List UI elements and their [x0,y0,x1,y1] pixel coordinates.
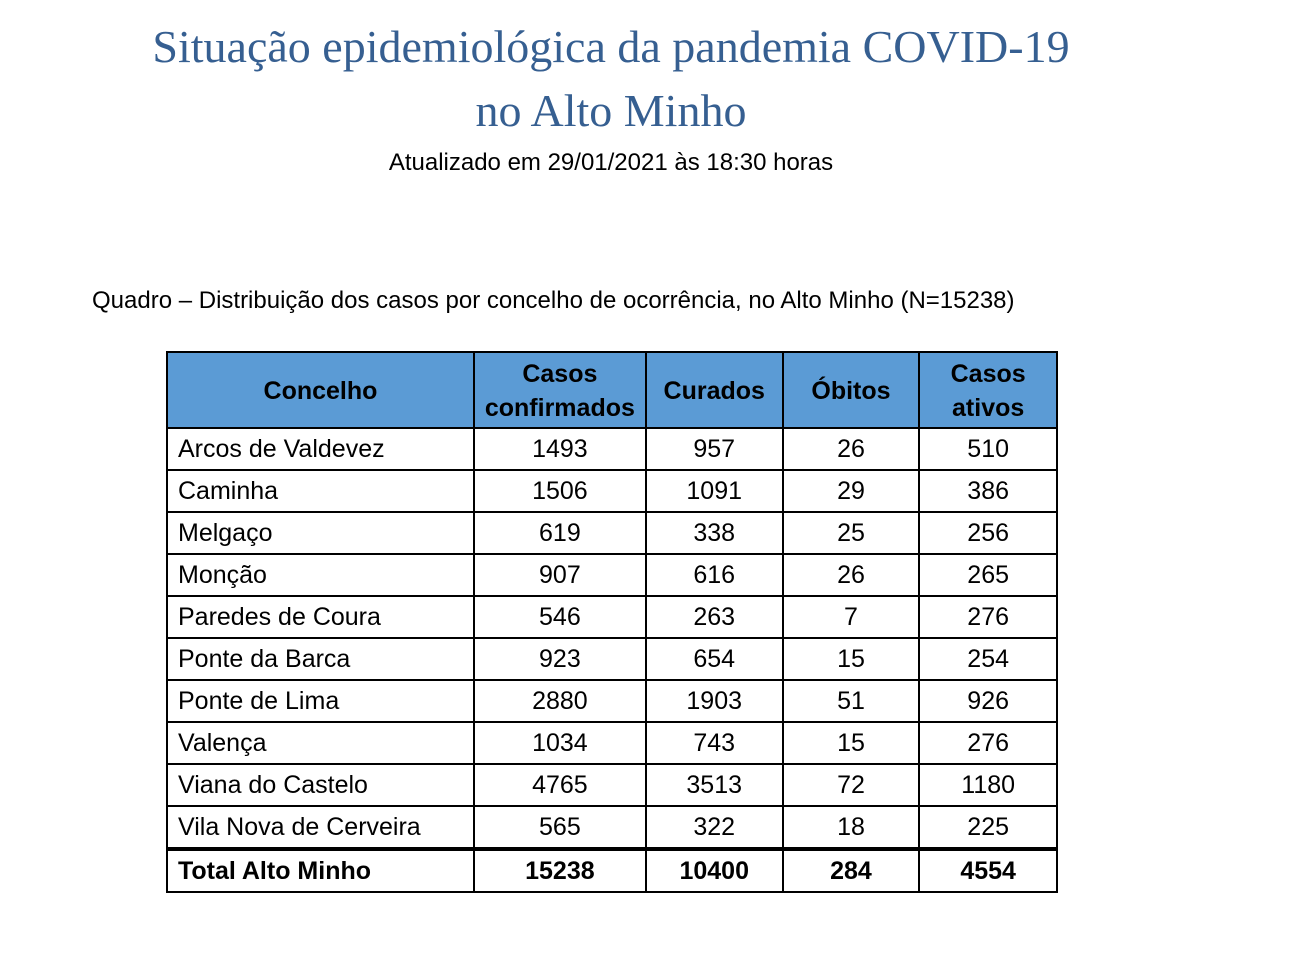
header-confirmados-line-1: Casos [522,360,598,388]
cell-ativos: 254 [919,638,1057,680]
cell-curados: 616 [646,554,783,596]
cell-obitos: 25 [783,512,920,554]
header-curados-label: Curados [663,377,765,405]
cell-obitos: 26 [783,554,920,596]
cell-concelho: Ponte de Lima [167,680,474,722]
cell-confirmados: 907 [474,554,646,596]
header-ativos [919,352,1057,428]
table-caption: Quadro – Distribuição dos casos por concelho de ocorrência, no Alto Minho (N=15238) [92,287,1015,314]
cell-curados: 263 [646,596,783,638]
cell-curados: 743 [646,722,783,764]
cell-curados: 3513 [646,764,783,806]
total-concelho: Total Alto Minho [167,849,474,892]
cell-obitos: 18 [783,806,920,849]
table-row [167,722,1057,764]
cell-confirmados: 1493 [474,428,646,470]
table-row [167,638,1057,680]
cases-table [166,351,1058,893]
cell-confirmados: 619 [474,512,646,554]
table-row [167,596,1057,638]
cell-obitos: 15 [783,722,920,764]
cell-confirmados: 4765 [474,764,646,806]
table-header-row [167,352,1057,428]
cell-concelho: Ponte da Barca [167,638,474,680]
cell-concelho: Melgaço [167,512,474,554]
total-confirmados: 15238 [474,849,646,892]
cell-curados: 322 [646,806,783,849]
cell-obitos: 7 [783,596,920,638]
cell-confirmados: 1034 [474,722,646,764]
table-row [167,428,1057,470]
table-row [167,554,1057,596]
cell-confirmados: 565 [474,806,646,849]
cell-ativos: 256 [919,512,1057,554]
cell-concelho: Valença [167,722,474,764]
table-row [167,680,1057,722]
cell-concelho: Viana do Castelo [167,764,474,806]
header-concelho [167,352,474,428]
cell-curados: 1903 [646,680,783,722]
updated-timestamp: Atualizado em 29/01/2021 às 18:30 horas [388,149,834,176]
cell-ativos: 1180 [919,764,1057,806]
cell-concelho: Arcos de Valdevez [167,428,474,470]
header-obitos [783,352,920,428]
cell-confirmados: 1506 [474,470,646,512]
table-row [167,470,1057,512]
cell-obitos: 72 [783,764,920,806]
table-total-row [167,849,1057,892]
header-concelho-label: Concelho [263,377,378,405]
page-title-line-2: no Alto Minho [475,85,747,136]
cell-ativos: 386 [919,470,1057,512]
cell-concelho: Caminha [167,470,474,512]
cell-confirmados: 923 [474,638,646,680]
cell-obitos: 29 [783,470,920,512]
cell-concelho: Monção [167,554,474,596]
header-ativos-line-1: Casos [950,360,1026,388]
cell-ativos: 225 [919,806,1057,849]
table-row [167,764,1057,806]
header-confirmados [474,352,646,428]
header-curados [646,352,783,428]
cell-curados: 338 [646,512,783,554]
table-row [167,512,1057,554]
cell-obitos: 26 [783,428,920,470]
cell-confirmados: 546 [474,596,646,638]
cell-concelho: Vila Nova de Cerveira [167,806,474,849]
cell-curados: 1091 [646,470,783,512]
cell-curados: 957 [646,428,783,470]
cell-confirmados: 2880 [474,680,646,722]
total-ativos: 4554 [919,849,1057,892]
cell-ativos: 926 [919,680,1057,722]
cell-curados: 654 [646,638,783,680]
cell-concelho: Paredes de Coura [167,596,474,638]
cell-ativos: 276 [919,596,1057,638]
total-obitos: 284 [783,849,920,892]
header-confirmados-line-2: confirmados [484,394,635,422]
cell-ativos: 276 [919,722,1057,764]
cell-ativos: 510 [919,428,1057,470]
header-ativos-line-2: ativos [952,394,1025,422]
page-title-line-1: Situação epidemiológica da pandemia COVID-19 [152,21,1070,72]
cell-obitos: 51 [783,680,920,722]
header-obitos-label: Óbitos [811,377,891,405]
total-curados: 10400 [646,849,783,892]
cell-ativos: 265 [919,554,1057,596]
table-row [167,806,1057,849]
cell-obitos: 15 [783,638,920,680]
